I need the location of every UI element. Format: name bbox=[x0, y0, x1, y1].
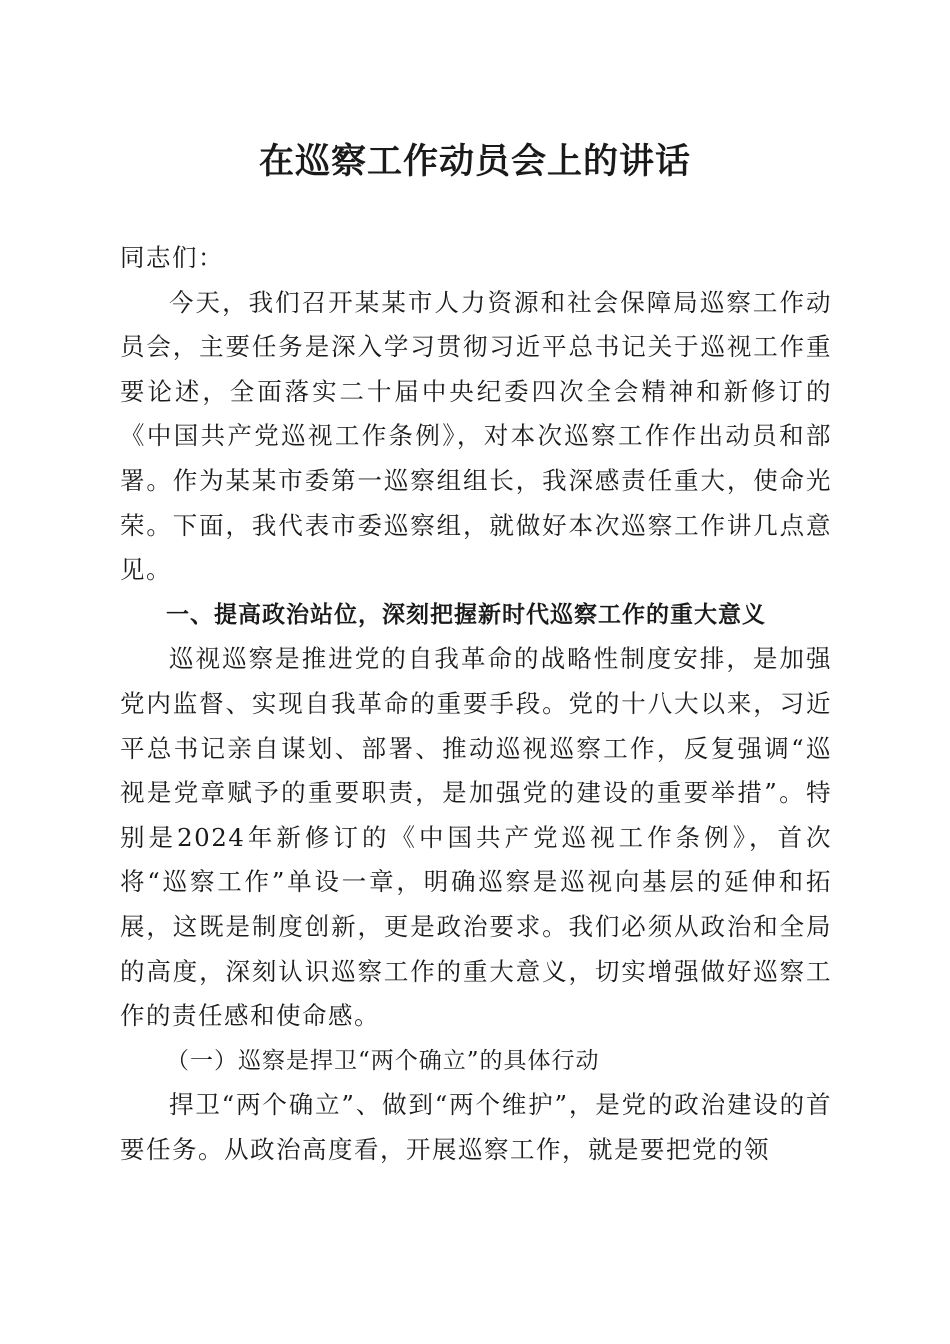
intro-paragraph: 今天，我们召开某某市人力资源和社会保障局巡察工作动员会，主要任务是深入学习贯彻习近平总书记关于巡视工作重要论述，全面落实二十届中央纪委四次全会精神和新修订的《中国共产党巡视工作条例》，对本次巡察工作作出动员和部署。作为某某市委第一巡察组组长，我深感责任重大，使命光荣。下面，我代表市委巡察组，就做好本次巡察工作讲几点意见。 bbox=[120, 287, 832, 585]
document-title: 在巡察工作动员会上的讲话 bbox=[258, 141, 691, 182]
salutation: 同志们： bbox=[120, 243, 224, 272]
section-paragraph: 巡视巡察是推进党的自我革命的战略性制度安排，是加强党内监督、实现自我革命的重要手段。党的十八大以来，习近平总书记亲自谋划、部署、推动巡视巡察工作，反复强调“巡视是党章赋予的重要职责，是加强党的建设的重要举措”。特别是2024年新修订的《中国共产党巡视工作条例》，首次将“巡察工作”单设一章，明确巡察是巡视向基层的延伸和拓展，这既是制度创新，更是政治要求。我们必须从政治和全局的高度，深刻认识巡察工作的重大意义，切实增强做好巡察工作的责任感和使命感。 bbox=[120, 644, 832, 1031]
subsection-heading: （一）巡察是捍卫“两个确立”的具体行动 bbox=[166, 1047, 600, 1074]
document-body bbox=[120, 236, 832, 1172]
section-heading: 一、提高政治站位，深刻把握新时代巡察工作的重大意义 bbox=[166, 601, 766, 628]
subsection-paragraph: 捍卫“两个确立”、做到“两个维护”，是党的政治建设的首要任务。从政治高度看，开展巡察工作，就是要把党的领 bbox=[120, 1090, 832, 1164]
